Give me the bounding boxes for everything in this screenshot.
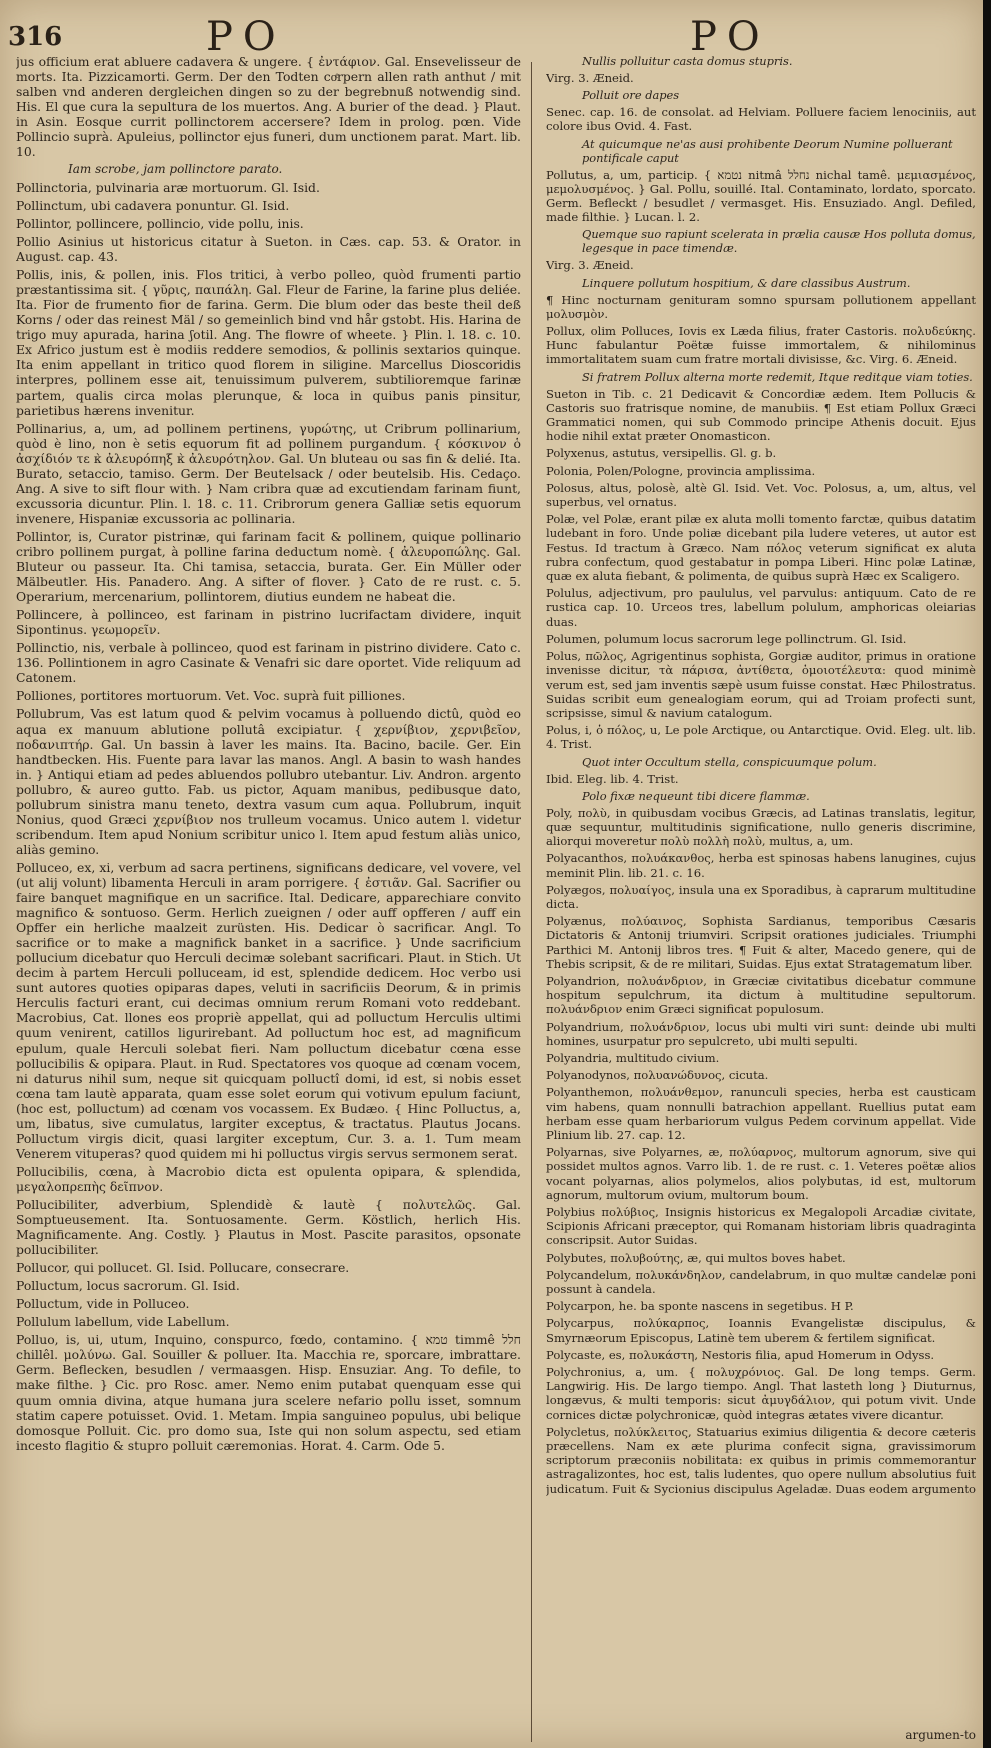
dictionary-entry: Pollinctum, ubi cadavera ponuntur. Gl. Isid. bbox=[16, 197, 290, 213]
column-divider bbox=[531, 62, 532, 1742]
dictionary-entry: Polluctum, locus sacrorum. Gl. Isid. bbox=[16, 1278, 240, 1294]
verse-quote: Quemque suo rapiunt scelerata in prælia causæ Hos polluta domus, legesque in pace timendæ. bbox=[582, 227, 976, 256]
dictionary-entry: Polyandria, multitudo civium. bbox=[546, 1050, 720, 1065]
dictionary-entry: Polyandrion, πολυάνδριον, in Græciæ civitatibus dicebatur commune hospitum sepulchrum, ita dictum à multitudine sepultorum. πολυάνδριον enim Græci significat populosum. bbox=[546, 973, 976, 1017]
dictionary-entry: Polyarnas, sive Polyarnes, æ, πολύαρνος, multorum agnorum, sive qui possidet multos agnos. Varro lib. 1. de re rust. c. 1. Veteres poëtæ alios vocant polyarnas, alios polymelos, alios polybutas, id est, multorum agnorum, multorum ovium, multorum boum. bbox=[546, 1145, 976, 1202]
dictionary-entry: Polonia, Polen/Pologne, provincia amplissima. bbox=[546, 463, 816, 478]
dictionary-entry: Polychronius, a, um. { πολυχρόνιος. Gal. De long temps. Germ. Langwirig. His. De largo tiempo. Angl. That lasteth long } Diuturnus, longævus, & multi temporis: sicut ἀμυγδάλιον, qui potum vivit. Unde cornices dictæ polychronicæ, quòd integras ætates vivere dicantur. bbox=[546, 1365, 976, 1422]
verse-quote: Linquere pollutum hospitium, & dare classibus Austrum. bbox=[582, 275, 911, 290]
dictionary-entry: Pollutus, a, um, particip. { נטמא nitmâ נחלל nichal tamê. μεμιασμένος, μεμολυσμένος. } Gal. Pollu, souillé. Ital. Contaminato, lordato, sporcato. Germ. Befleckt / besudlet / vermasget. His. Ensuziado. Angl. Defiled, made filthie. } Lucan. l. 2. bbox=[546, 167, 976, 225]
dictionary-entry: Polycarpon, he. ba sponte nascens in segetibus. H P. bbox=[546, 1299, 854, 1314]
dictionary-entry: Poly, πολὺ, in quibusdam vocibus Græcis, ad Latinas translatis, legitur, quæ sequuntur, multitudinis significatione, nullo generis discrimine, aliorqui moveretur πολὺ πολλὴ πολὺ, multus, a, um. bbox=[546, 805, 976, 849]
verse-quote: Iam scrobe, jam pollinctore parato. bbox=[68, 162, 283, 177]
verse-quote: Nullis polluitur casta domus stupris. bbox=[582, 54, 793, 68]
dictionary-entry: Polyandrium, πολυάνδριον, locus ubi multi viri sunt: deinde ubi multi homines, usurpatur pro sepulcreto, ubi multi sepulti. bbox=[546, 1019, 976, 1048]
dictionary-entry: Polyanthemon, πολυάνθεμον, ranunculi species, herba est causticam vim habens, quam nonnulli batrachion appellant. Ruellius putat eam herbam esse quam herbariorum vulgus Pedem corvinum appellat. Vide Plinium lib. 27. cap. 12. bbox=[546, 1085, 976, 1142]
dictionary-entry: Polluctum, vide in Polluceo. bbox=[16, 1296, 190, 1312]
dictionary-entry: jus officium erat abluere cadavera & ungere. { ἐντάφιον. Gal. Ensevelisseur de morts. Ita. Pizzicamorti. Germ. Der den Todten coͤrpern allen rath anthut / mit salben vnd anderen dergleichen dingen so zu der begrebnuß notwendig sind. His. El que cura la sepultura de los muertos. Ang. A burier of the dead. } Plaut. in Asin. Eosque currit pollinctorem accersere? Idem in prolog. pœn. Vide Pollincio suprà. Apuleius, pollinctor ejus funeri, dum unctionem parat. Mart. lib. 10. bbox=[16, 54, 521, 160]
running-head-left: PO bbox=[206, 14, 286, 60]
dictionary-entry: Pollintor, is, Curator pistrinæ, qui farinam facit & pollinem, quique pollinario cribro pollinem purgat, à polline farina deductum nomè. { ἀλευροπώλης. Gal. Bluteur ou passeur. Ita. Chi tamisa, setaccia, burata. Ger. Ein Müller oder Mälbeutler. His. Panadero. Ang. A sifter of flover. } Cato de re rust. c. 5. Operarium, mercenarium, pollintorem, diutius eundem ne habeat die. bbox=[16, 528, 521, 605]
dictionary-entry: Polyxenus, astutus, versipellis. Gl. g. b. bbox=[546, 446, 777, 461]
dictionary-entry: Polulus, adjectivum, pro paululus, vel parvulus: antiquum. Cato de re rustica cap. 10. Urceos tres, labellum polulum, amphoricas oleiarias duas. bbox=[546, 586, 976, 629]
dictionary-entry: Polyanodynos, πολυανώδυνος, cicuta. bbox=[546, 1068, 769, 1083]
dictionary-entry: Pollintor, pollincere, pollincio, vide pollu, inis. bbox=[16, 216, 304, 232]
dictionary-entry: Pollinctoria, pulvinaria aræ mortuorum. Gl. Isid. bbox=[16, 179, 320, 195]
verse-quote: Quot inter Occultum stella, conspicuumque polum. bbox=[582, 754, 877, 769]
dictionary-entry: Polæ, vel Polæ, erant pilæ ex aluta molli tomento farctæ, quibus datatim ludebant in foro. Unde poliæ dicebant pila ludere veteres, ut autor est Festus. Id tractum à Græco. Nam πόλος veterum significat ex aluta rubra confectum, quod gestabatur in pompa Liberi. Hinc polæ Latinæ, quæ ex aluta fiebant, & polimenta, de quibus suprà Hæc ex Scaligero. bbox=[546, 512, 976, 584]
dictionary-entry: Polluo, is, ui, utum, Inquino, conspurco, fœdo, contamino. { טמא timmê חלל chillêl. μολύνω. Gal. Souiller & polluer. Ita. Macchia re, sporcare, imbrattare. Germ. Beflecken, besudlen / vermaasgen. Hisp. Ensuziar. Ang. To defile, to make filthe. } Cic. pro Rosc. amer. Nemo enim putabat quenquam esse qui quum omnia divina, atque humana jura scelere nefario pollu isset, somnum statim capere potuisset. Ovid. 1. Metam. Impia sanguineo populus, ubi belique domosque Polluit. Cic. pro domo sua, Iste qui non solum aspectu, sed etiam incesto flagitio & stupro polluit cæremonias. Horat. 4. Carm. Ode 5. bbox=[16, 1332, 521, 1453]
dictionary-entry: Polybius πολύβιος, Insignis historicus ex Megalopoli Arcadiæ civitate, Scipionis Africani præceptor, qui Romanam historiam libris quadraginta conscripsit. Autor Suidas. bbox=[546, 1205, 976, 1248]
dictionary-entry: Polycarpus, πολύκαρπος, Ioannis Evangelistæ discipulus, & Smyrnæorum Episcopus, Latinè tem uberem & fertilem significat. bbox=[546, 1316, 976, 1345]
dictionary-entry: Senec. cap. 16. de consolat. ad Helviam. Polluere faciem lenociniis, aut colore ibus Ovid. 4. Fast. bbox=[546, 105, 976, 134]
dictionary-entry: Polyacanthos, πολυάκανθος, herba est spinosas habens lanugines, cujus meminit Plin. lib. 21. c. 16. bbox=[546, 851, 976, 880]
dictionary-entry: Pollio Asinius ut historicus citatur à Sueton. in Cæs. cap. 53. & Orator. in August. cap. 43. bbox=[16, 234, 521, 265]
dictionary-entry: Polliones, portitores mortuorum. Vet. Voc. suprà fuit pilliones. bbox=[16, 688, 406, 704]
catchword: argumen-to bbox=[905, 1728, 976, 1742]
dictionary-entry: Pollubrum, Vas est latum quod & pelvim vocamus à polluendo dictû, quòd eo aqua ex manuum ablutione pollutâ excipiatur. { χερνίβιον, χερνιβεῖον, ποδανιπτήρ. Gal. Un bassin à laver les mains. Ita. Bacino, bacile. Ger. Ein handtbecken. His. Fuente para lavar las manos. Angl. A basin to wash handes in. } Antiqui etiam ad pedes abluendos pollubro utebantur. Liv. Andron. argento pollubro, & aureo gutto. Fab. us pictor, Aquam manibus, pedibusque dato, pollubrum sinistra manu teneto, dextra vasum cum aqua. Pollubrum, inquit Nonius, quod Græci χερνίβιον nos trulleum vocamus. Unico autem l. videtur scribendum. Item apud Nonium scribitur unico l. Item apud festum aliàs unico, aliàs gemino. bbox=[16, 706, 521, 857]
page-number: 316 bbox=[8, 22, 63, 52]
dictionary-entry: Polycandelum, πολυκάνδηλον, candelabrum, in quo multæ candelæ poni possunt à candela. bbox=[546, 1267, 976, 1297]
dictionary-entry: Pollulum labellum, vide Labellum. bbox=[16, 1314, 230, 1330]
dictionary-entry: Pollux, olim Polluces, Iovis ex Læda filius, frater Castoris. πολυδεύκης. Hunc fabulantur Poëtæ fuisse immortalem, & nihilominus immortalitatem suam cum fratre mortali divisisse, &c. Virg. 6. Æneid. bbox=[546, 324, 976, 367]
dictionary-entry: Polyænus, πολύαινος, Sophista Sardianus, temporibus Cæsaris Dictatoris & Antonij triumviri. Scripsit orationes judiciales. Triumphi Parthici M. Antonij libros tres. ¶ Fuit & alter, Macedo genere, qui de Thebis scripsit, & de re militari, Suidas. Ejus extat Stratagematum liber. bbox=[546, 914, 976, 971]
dictionary-entry: ¶ Hinc nocturnam genituram somno spursam pollutionem appellant μολυσμὸν. bbox=[546, 292, 976, 321]
dictionary-entry: Polumen, polumum locus sacrorum lege pollinctrum. Gl. Isid. bbox=[546, 631, 907, 646]
dictionary-entry: Polycaste, es, πολυκάστη, Nestoris filia, apud Homerum in Odyss. bbox=[546, 1347, 935, 1362]
verse-quote: Polo fixæ nequeunt tibi dicere flammæ. bbox=[582, 788, 810, 803]
dictionary-entry: Virg. 3. Æneid. bbox=[546, 258, 634, 273]
dictionary-entry: Pollinarius, a, um, ad pollinem pertinens, γυρώτης, ut Cribrum pollinarium, quòd è lino, non è setis equorum fit ad pollinem purgandum. { κόσκινον ὁ ἀσχίδιόν τε κ̀ ἀλευρόπηξ κ̀ ἀλευρότηλον. Gal. Un bluteau ou sas fin & delié. Ita. Burato, setaccio, tamiso. Germ. Der Beutelsack / oder beutelsib. His. Cedaço. Ang. A sive to sift flour with. } Nam cribra quæ ad excutiendam farinam fiunt, excussoria dicuntur. Plin. l. 18. c. 11. Cribrorum genera Galliæ setis equorum invenere, Hispaniæ excussoria ac pollinaria. bbox=[16, 420, 521, 526]
dictionary-entry: Virg. 3. Æneid. bbox=[546, 71, 634, 85]
dictionary-entry: Polus, i, ὁ πόλος, u, Le pole Arctique, ou Antarctique. Ovid. Eleg. ult. lib. 4. Trist. bbox=[546, 723, 976, 752]
verse-quote: At quicumque ne'as ausi prohibente Deorum Numine polluerant pontificale caput bbox=[582, 136, 953, 165]
dictionary-entry: Polyægos, πολυαίγος, insula una ex Sporadibus, à caprarum multitudine dicta. bbox=[546, 882, 976, 911]
dictionary-entry: Pollucor, qui pollucet. Gl. Isid. Pollucare, consecrare. bbox=[16, 1260, 350, 1276]
dictionary-entry: Ibid. Eleg. lib. 4. Trist. bbox=[546, 771, 679, 786]
dictionary-entry: Polycletus, πολύκλειτος, Statuarius eximius diligentia & decore cæteris præcellens. Nam ex æte plurima confecit signa, gravissimorum scriptorum præconiis nobilitata: ex quibus in primis commemorantur astragalizontes, hoc est, talis ludentes, quo opere nullum absolutius fuit judicatum. Fuit & Sycionius discipulus Ageladæ. Duas eodem argumento bbox=[546, 1424, 976, 1496]
right-column bbox=[546, 54, 976, 1744]
dictionary-entry: Pollucibiliter, adverbium, Splendidè & lautè { πολυτελῶς. Gal. Somptueusement. Ita. Sontuosamente. Germ. Köstlich, herlich His. Magnificamente. Ang. Costly. } Plautus in Most. Pascite parasitos, opsonate pollucibiliter. bbox=[16, 1196, 521, 1258]
dictionary-entry: Pollinctio, nis, verbale à pollinceo, quod est farinam in pistrino dividere. Cato c. 136. Pollintionem in agro Casinate & Venafri sic dare oportet. Vide reliquum ad Catonem. bbox=[16, 640, 521, 686]
dictionary-entry: Polus, πῶλος, Agrigentinus sophista, Gorgiæ auditor, primus in oratione invenisse dicitur, τὰ πάρισα, ἀντίθετα, ὁμοιοτέλευτα: quod minimè verum est, sed jam inventis sæpè usum fuisse constat. Hæc Philostratus. Suidas scribit eum genealogiam eorum, qui ad Troiam profecti sunt, scripsisse, simul & navium catalogum. bbox=[546, 649, 976, 720]
dictionary-entry: Pollincere, à pollinceo, est farinam in pistrino lucrifactam dividere, inquit Sipontinus. γεωμορεῖν. bbox=[16, 607, 521, 638]
dictionary-entry: Polluceo, ex, xi, verbum ad sacra pertinens, significans dedicare, vel vovere, vel (ut alij volunt) libamenta Herculi in aram porrigere. { ἐστιᾶν. Gal. Sacrifier ou faire banquet magnifique en un sacrifice. Ital. Dedicare, apparechiare convito magnifico & sontuoso. Germ. Herlich zueignen / oder auff opfferen / auff ein Opffer ein herliche maalzeit zurüsten. His. Dedicar ò sacrificar. Angl. To sacrifice or to make a magnifick banket in a sacrifice. } Unde sacrificium pollucium dicebatur quo Herculi decimæ solebant sacrificari. Plaut. in Stich. Ut decim à partem Herculi polluceam, id est, splendide dedicem. Hoc verbo usi sunt autores quoties opiparas dapes, veluti in sacrificiis Deorum, & in primis Herculis facturi erant, cui decimas omnium rerum Romani voto reddebant. Macrobius, Cat. llones eos propriè appellat, qui ad polluctum Herculis ultimi quum venirent, catillos ligurirebant. Ad polluctum hoc est, ad magnificum epulum, quale Herculi solebat fieri. Nam polluctum dicebatur cœna esse pollucibilis & opipara. Plaut. in Rud. Spectatores vos quoque ad cœnam vocem, ni daturus nihil sum, neque sit quicquam polluctî domi, id est, si nobis esset cœna tam lautè apparata, quam esse solet eorum qui votivum epulum faciunt, (hoc est, polluctum) ad cœnam vos vocassem. Ex Budæo. { Hinc Polluctus, a, um, libatus, sive cumulatus, largiter exceptus, & tractatus. Plautus Jocans. Polluctum virgis dicit, quasi largiter exceptum, Cur. 3. a. 1. Tum meam Venerem vituperas? quod quidem mi hi polluctus virgis servus sermonem serat. bbox=[16, 859, 521, 1161]
page-edge bbox=[983, 0, 991, 1748]
verse-quote: Si fratrem Pollux alterna morte redemit, Itque reditque viam toties. bbox=[582, 369, 973, 384]
verse-quote: Polluit ore dapes bbox=[582, 88, 680, 103]
dictionary-entry: Pollucibilis, cœna, à Macrobio dicta est opulenta opipara, & splendida, μεγαλοπρεπὴς δεῖπνον. bbox=[16, 1163, 521, 1194]
running-head-right: PO bbox=[690, 14, 770, 60]
dictionary-entry: Pollis, inis, & pollen, inis. Flos tritici, à verbo polleo, quòd frumenti partio præstantissima sit. { γῦρις, παιπάλη. Gal. Fleur de Farine, la farine plus deliée. Ita. Fior de frumento fior de farina. Germ. Die blum oder das beste theil deß Korns / oder das reinest Mäl / so gemeinlich bind vnd hår gstobt. His. Harina de trigo muy apurada, harina ʃotil. Ang. The flowre of wheete. } Plin. l. 18. c. 10. Ex Africo justum est è modiis reddere semodios, & pollinis sextarios quinque. Ita enim appellant in tritico quod florem in siligine. Marcellus Dioscoridis interpres, pollinem esse ait, tenuissimum pulverem, subtilioremque farinæ partem, qualis circa molas plerunque, & loca in quibus panis pinsitur, parietibus hærens invenitur. bbox=[16, 267, 521, 418]
left-column bbox=[16, 54, 521, 1744]
dictionary-entry: Polybutes, πολυβούτης, æ, qui multos boves habet. bbox=[546, 1250, 846, 1265]
dictionary-entry: Polosus, altus, polosè, altè Gl. Isid. Vet. Voc. Polosus, a, um, altus, vel superbus, vel ornatus. bbox=[546, 480, 976, 510]
dictionary-entry: Sueton in Tib. c. 21 Dedicavit & Concordiæ ædem. Item Pollucis & Castoris suo fratrisque nomine, de manubiis. ¶ Est etiam Pollux Græci Grammatici nomen, qui sub Commodo principe Athenis docuit. Ejus hodie nihil extat præter Onomasticon. bbox=[546, 386, 976, 444]
